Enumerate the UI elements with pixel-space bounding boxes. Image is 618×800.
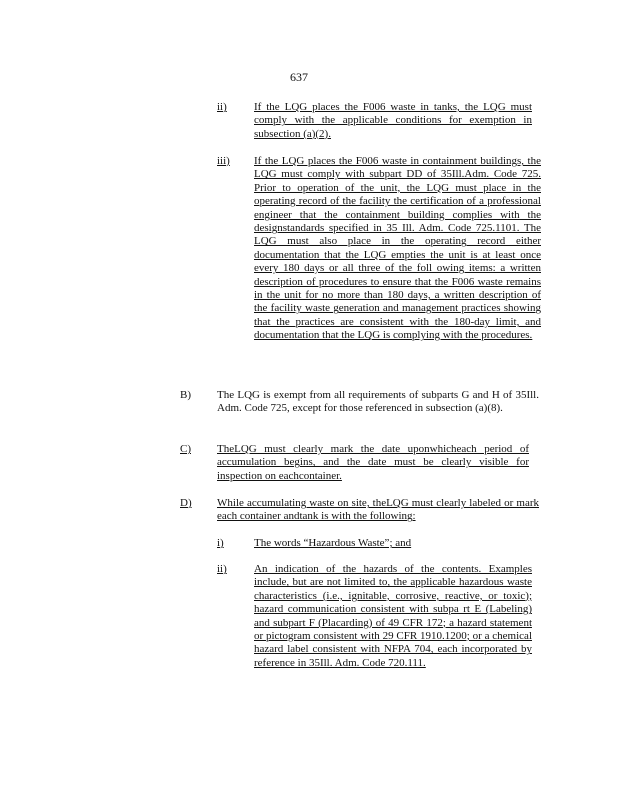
item-text: While accumulating waste on site, theLQG must clearly labeled or mark each container andtank is with the following: bbox=[217, 497, 539, 523]
item-text: If the LQG places the F006 waste in tanks, the LQG must comply with the applicable conditions for exemption in subsection (a)(2). bbox=[254, 101, 532, 140]
item-marker: B) bbox=[180, 389, 191, 401]
item-text: The LQG is exempt from all requirements of subparts G and H of 35Ill. Adm. Code 725, except for those referenced in subsection (a)(8). bbox=[217, 389, 539, 415]
item-text: TheLQG must clearly mark the date uponwhicheach period of accumulation begins, and the date must be clearly visible for inspection on eachcontainer. bbox=[217, 443, 529, 482]
item-marker: ii) bbox=[217, 101, 227, 113]
page-number: 637 bbox=[290, 70, 308, 84]
item-marker: i) bbox=[217, 537, 224, 549]
item-text: The words “Hazardous Waste”; and bbox=[254, 537, 412, 549]
item-marker: iii) bbox=[217, 155, 230, 167]
item-marker: D) bbox=[180, 497, 192, 509]
item-marker: C) bbox=[180, 443, 191, 455]
item-text: An indication of the hazards of the contents. Examples include, but are not limited to, the applicable hazardous waste characteristics (i.e., ignitable, corrosive, reactive, or toxic); hazard communication consistent with subpa rt E (Labeling) and subpart F (Placarding) of 49 CFR 172; a hazard statement or pictogram consistent with 29 CFR 1910.1200; or a chemical hazard label consistent with NFPA 704, each incorporated by reference in 35Ill. Adm. Code 720.111. bbox=[254, 563, 532, 669]
item-text: If the LQG places the F006 waste in containment buildings, the LQG must comply with subpart DD of 35Ill.Adm. Code 725. Prior to operation of the unit, the LQG must place in the operating record of the facility the certification of a professional engineer that the containment building complies with the designstandards specified in 35 Ill. Adm. Code 725.1101. The LQG must also place in the operating record either documentation that the LQG empties the unit is at least once every 180 days or all three of the foll owing items: a written description of procedures to ensure that the F006 waste remains in the unit for no more than 180 days, a written description of the facility waste generation and management practices showing that the practices are consistent with the 180-day limit, and documentation that the LQG is complying with the procedures. bbox=[254, 155, 541, 342]
item-marker: ii) bbox=[217, 563, 227, 575]
